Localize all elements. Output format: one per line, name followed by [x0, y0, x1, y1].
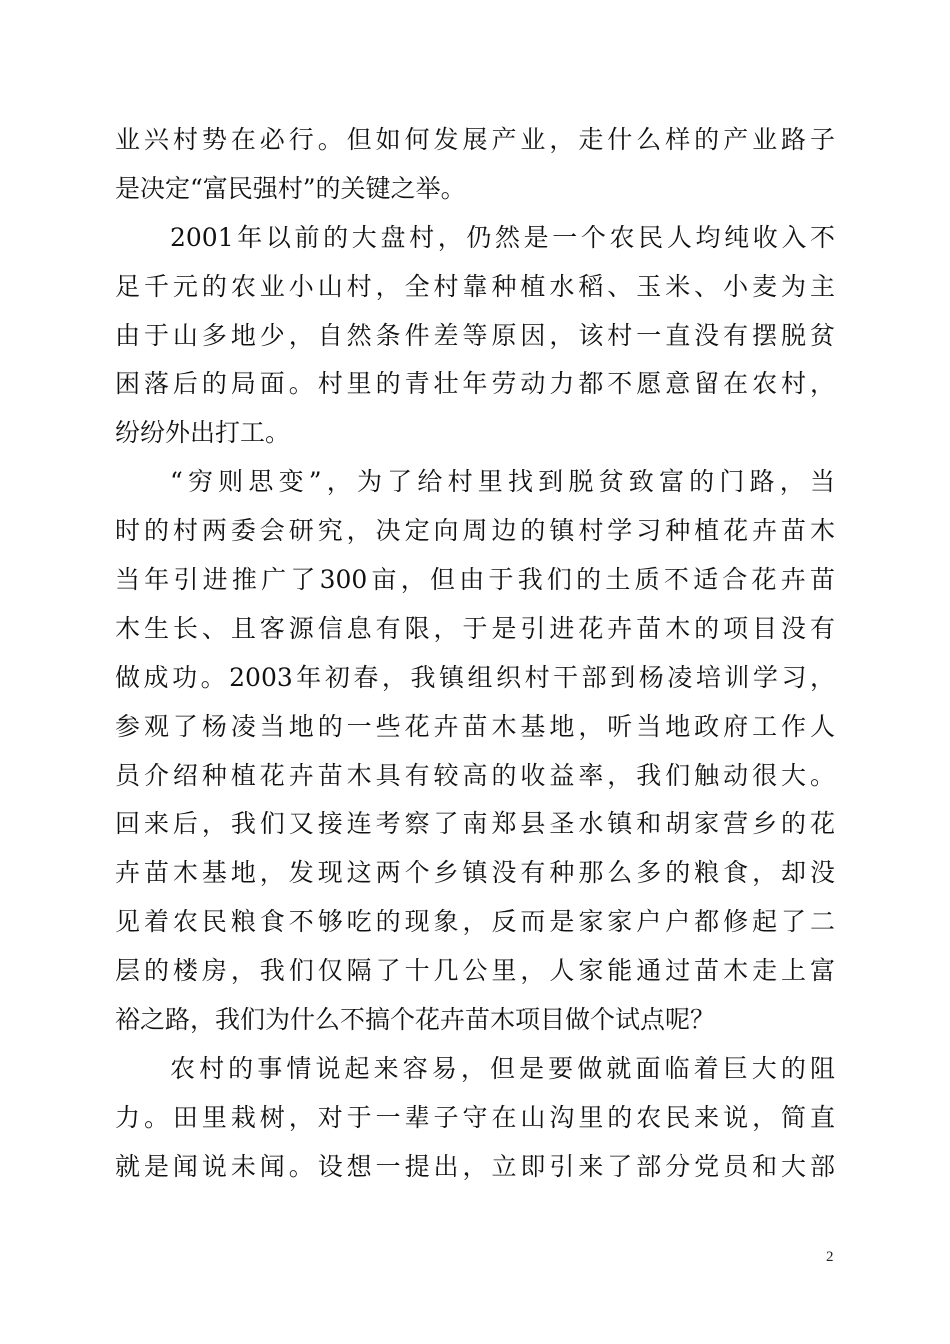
text-line: “穷则思变”，为了给村里找到脱贫致富的门路，当 — [170, 467, 835, 497]
text-line: 见着农民粮食不够吃的现象，反而是家家户户都修起了二 — [115, 907, 835, 937]
paragraph — [115, 1045, 835, 1192]
paragraph — [115, 116, 835, 214]
text-line: 就是闻说未闻。设想一提出，立即引来了部分党员和大部 — [115, 1151, 835, 1181]
text-line: 时的村两委会研究，决定向周边的镇村学习种植花卉苗木 — [115, 516, 835, 546]
text-line: 由于山多地少，自然条件差等原因，该村一直没有摆脱贫 — [115, 320, 835, 350]
text-line: 农村的事情说起来容易，但是要做就面临着巨大的阻 — [170, 1053, 835, 1083]
text-line: 足千元的农业小山村，全村靠种植水稻、玉米、小麦为主 — [115, 271, 835, 301]
body-text — [115, 116, 835, 1192]
page-number: 2 — [826, 1249, 834, 1265]
text-line: 2001年以前的大盘村，仍然是一个农民人均纯收入不 — [170, 222, 835, 252]
text-line: 卉苗木基地，发现这两个乡镇没有种那么多的粮食，却没 — [115, 858, 835, 888]
paragraph — [115, 214, 835, 458]
text-line: 纷纷外出打工。 — [115, 418, 291, 448]
text-line: 困落后的局面。村里的青壮年劳动力都不愿意留在农村， — [115, 369, 835, 399]
text-line: 木生长、且客源信息有限，于是引进花卉苗木的项目没有 — [115, 613, 835, 643]
text-line: 业兴村势在必行。但如何发展产业，走什么样的产业路子 — [115, 125, 835, 154]
text-line: 是决定“富民强村”的关键之举。 — [115, 173, 466, 203]
text-line: 力。田里栽树，对于一辈子守在山沟里的农民来说，简直 — [115, 1102, 835, 1132]
text-line: 层的楼房，我们仅隔了十几公里，人家能通过苗木走上富 — [115, 956, 835, 986]
text-line: 参观了杨凌当地的一些花卉苗木基地，听当地政府工作人 — [115, 711, 835, 741]
paragraph — [115, 458, 835, 1045]
text-line: 回来后，我们又接连考察了南郑县圣水镇和胡家营乡的花 — [115, 809, 835, 839]
text-line: 做成功。2003年初春，我镇组织村干部到杨凌培训学习， — [115, 662, 835, 692]
text-line: 当年引进推广了300亩，但由于我们的土质不适合花卉苗 — [115, 565, 835, 595]
text-line: 员介绍种植花卉苗木具有较高的收益率，我们触动很大。 — [115, 760, 835, 790]
text-line: 裕之路，我们为什么不搞个花卉苗木项目做个试点呢？ — [115, 1005, 716, 1035]
